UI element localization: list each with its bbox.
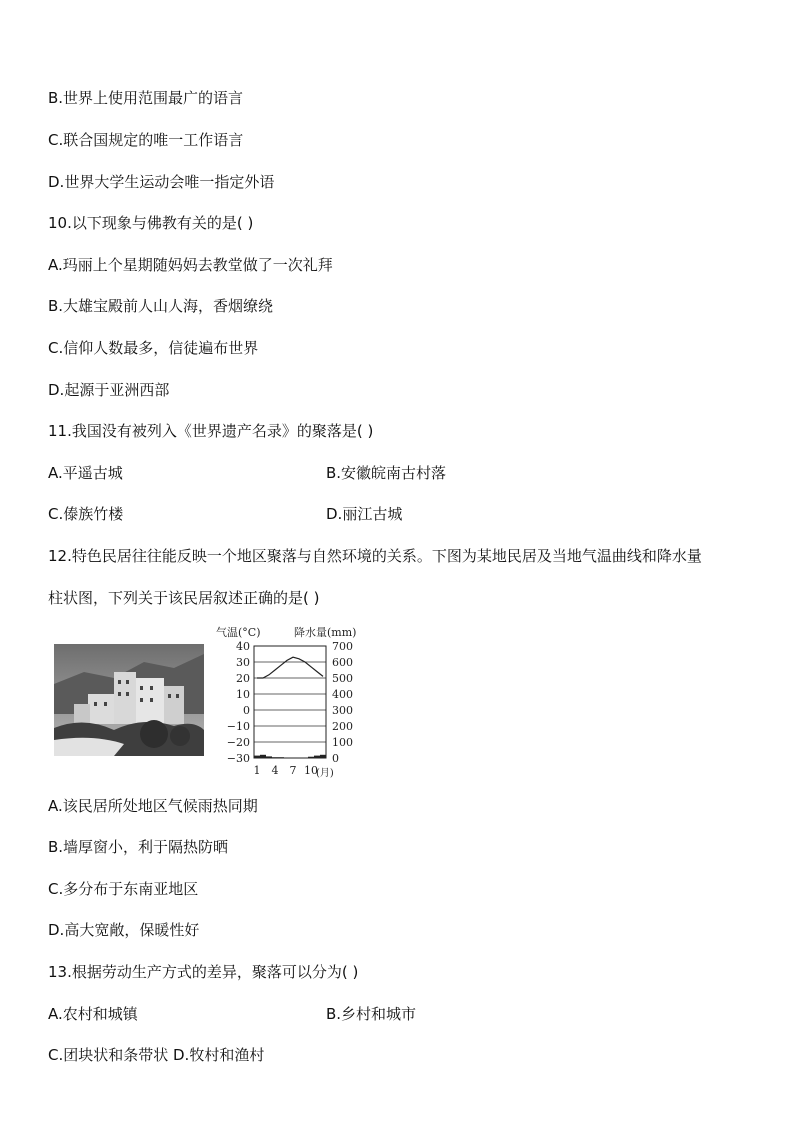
month-tick-1: 4: [271, 764, 279, 777]
q13-option-cd: C.团块状和条带状 D.牧村和渔村: [48, 1046, 265, 1064]
temperature-axis-label: 气温(°C): [216, 626, 261, 639]
month-tick-2: 7: [289, 764, 297, 777]
precipitation-tick-3: 400: [332, 688, 353, 701]
temperature-tick-2: 20: [236, 672, 250, 685]
chart-grid: [254, 646, 326, 758]
plot-frame: [254, 646, 326, 758]
temperature-tick-0: 40: [236, 640, 250, 653]
temperature-tick-5: −10: [226, 720, 250, 733]
temperature-ticks: [227, 640, 250, 765]
precip-bar-10: [308, 757, 314, 758]
line-q11-stem: 11.我国没有被列入《世界遗产名录》的聚落是( ): [48, 422, 374, 440]
line-q9-d: D.世界大学生运动会唯一指定外语: [48, 173, 275, 191]
precipitation-tick-5: 200: [332, 720, 353, 733]
precip-bar-4: [272, 757, 278, 758]
q12-stem-line1: 12.特色民居往往能反映一个地区聚落与自然环境的关系。下图为某地民居及当地气温曲线和降水量: [48, 547, 702, 565]
line-q9-b: B.世界上使用范围最广的语言: [48, 89, 244, 107]
q12-stem-line2: 柱状图，下列关于该民居叙述正确的是( ): [48, 589, 320, 607]
q11-option-b: B.安徽皖南古村落: [326, 464, 447, 482]
q12-option-b: B.墙厚窗小，利于隔热防晒: [48, 838, 229, 856]
month-tick-0: 1: [253, 764, 261, 777]
q13-option-a: A.农村和城镇: [48, 1005, 138, 1023]
precip-bar-5: [278, 757, 284, 758]
q11-option-c: C.傣族竹楼: [48, 505, 124, 523]
temperature-tick-3: 10: [236, 688, 250, 701]
line-q10-b: B.大雄宝殿前人山人海，香烟缭绕: [48, 297, 274, 315]
q12-option-a: A.该民居所处地区气候雨热同期: [48, 797, 258, 815]
precip-bar-1: [254, 756, 260, 758]
precip-bar-11: [314, 756, 320, 758]
line-q10-d: D.起源于亚洲西部: [48, 381, 170, 399]
q12-option-c: C.多分布于东南亚地区: [48, 880, 199, 898]
line-q9-c: C.联合国规定的唯一工作语言: [48, 131, 244, 149]
temperature-tick-1: 30: [236, 656, 250, 669]
precipitation-tick-6: 100: [332, 736, 353, 749]
line-q10-c: C.信仰人数最多，信徒遍布世界: [48, 339, 259, 357]
temperature-tick-4: 0: [243, 704, 250, 717]
precipitation-tick-1: 600: [332, 656, 353, 669]
precipitation-tick-4: 300: [332, 704, 353, 717]
precip-bar-3: [266, 756, 272, 758]
temperature-tick-6: −20: [226, 736, 250, 749]
climate-chart: [206, 622, 366, 782]
q12-figure: [46, 622, 366, 782]
temperature-curve: [257, 657, 323, 678]
month-tick-3: 10: [304, 764, 318, 777]
month-ticks: [254, 764, 319, 777]
precipitation-axis-label: 降水量(mm): [294, 626, 357, 639]
q11-option-d: D.丽江古城: [326, 505, 403, 523]
precipitation-ticks: [332, 640, 353, 765]
temperature-tick-7: −30: [226, 752, 250, 765]
x-unit-label: (月): [316, 768, 334, 779]
precipitation-tick-7: 0: [332, 752, 339, 765]
dwelling-photo: [54, 644, 204, 756]
line-q10-a: A.玛丽上个星期随妈妈去教堂做了一次礼拜: [48, 256, 333, 274]
precip-bar-2: [260, 755, 266, 758]
precipitation-tick-2: 500: [332, 672, 353, 685]
precip-bar-12: [320, 755, 326, 758]
line-q10-stem: 10.以下现象与佛教有关的是( ): [48, 214, 254, 232]
q12-option-d: D.高大宽敞，保暖性好: [48, 921, 200, 939]
q11-option-a: A.平遥古城: [48, 464, 123, 482]
q13-stem: 13.根据劳动生产方式的差异，聚落可以分为( ): [48, 963, 359, 981]
precipitation-tick-0: 700: [332, 640, 353, 653]
q13-option-b: B.乡村和城市: [326, 1005, 417, 1023]
